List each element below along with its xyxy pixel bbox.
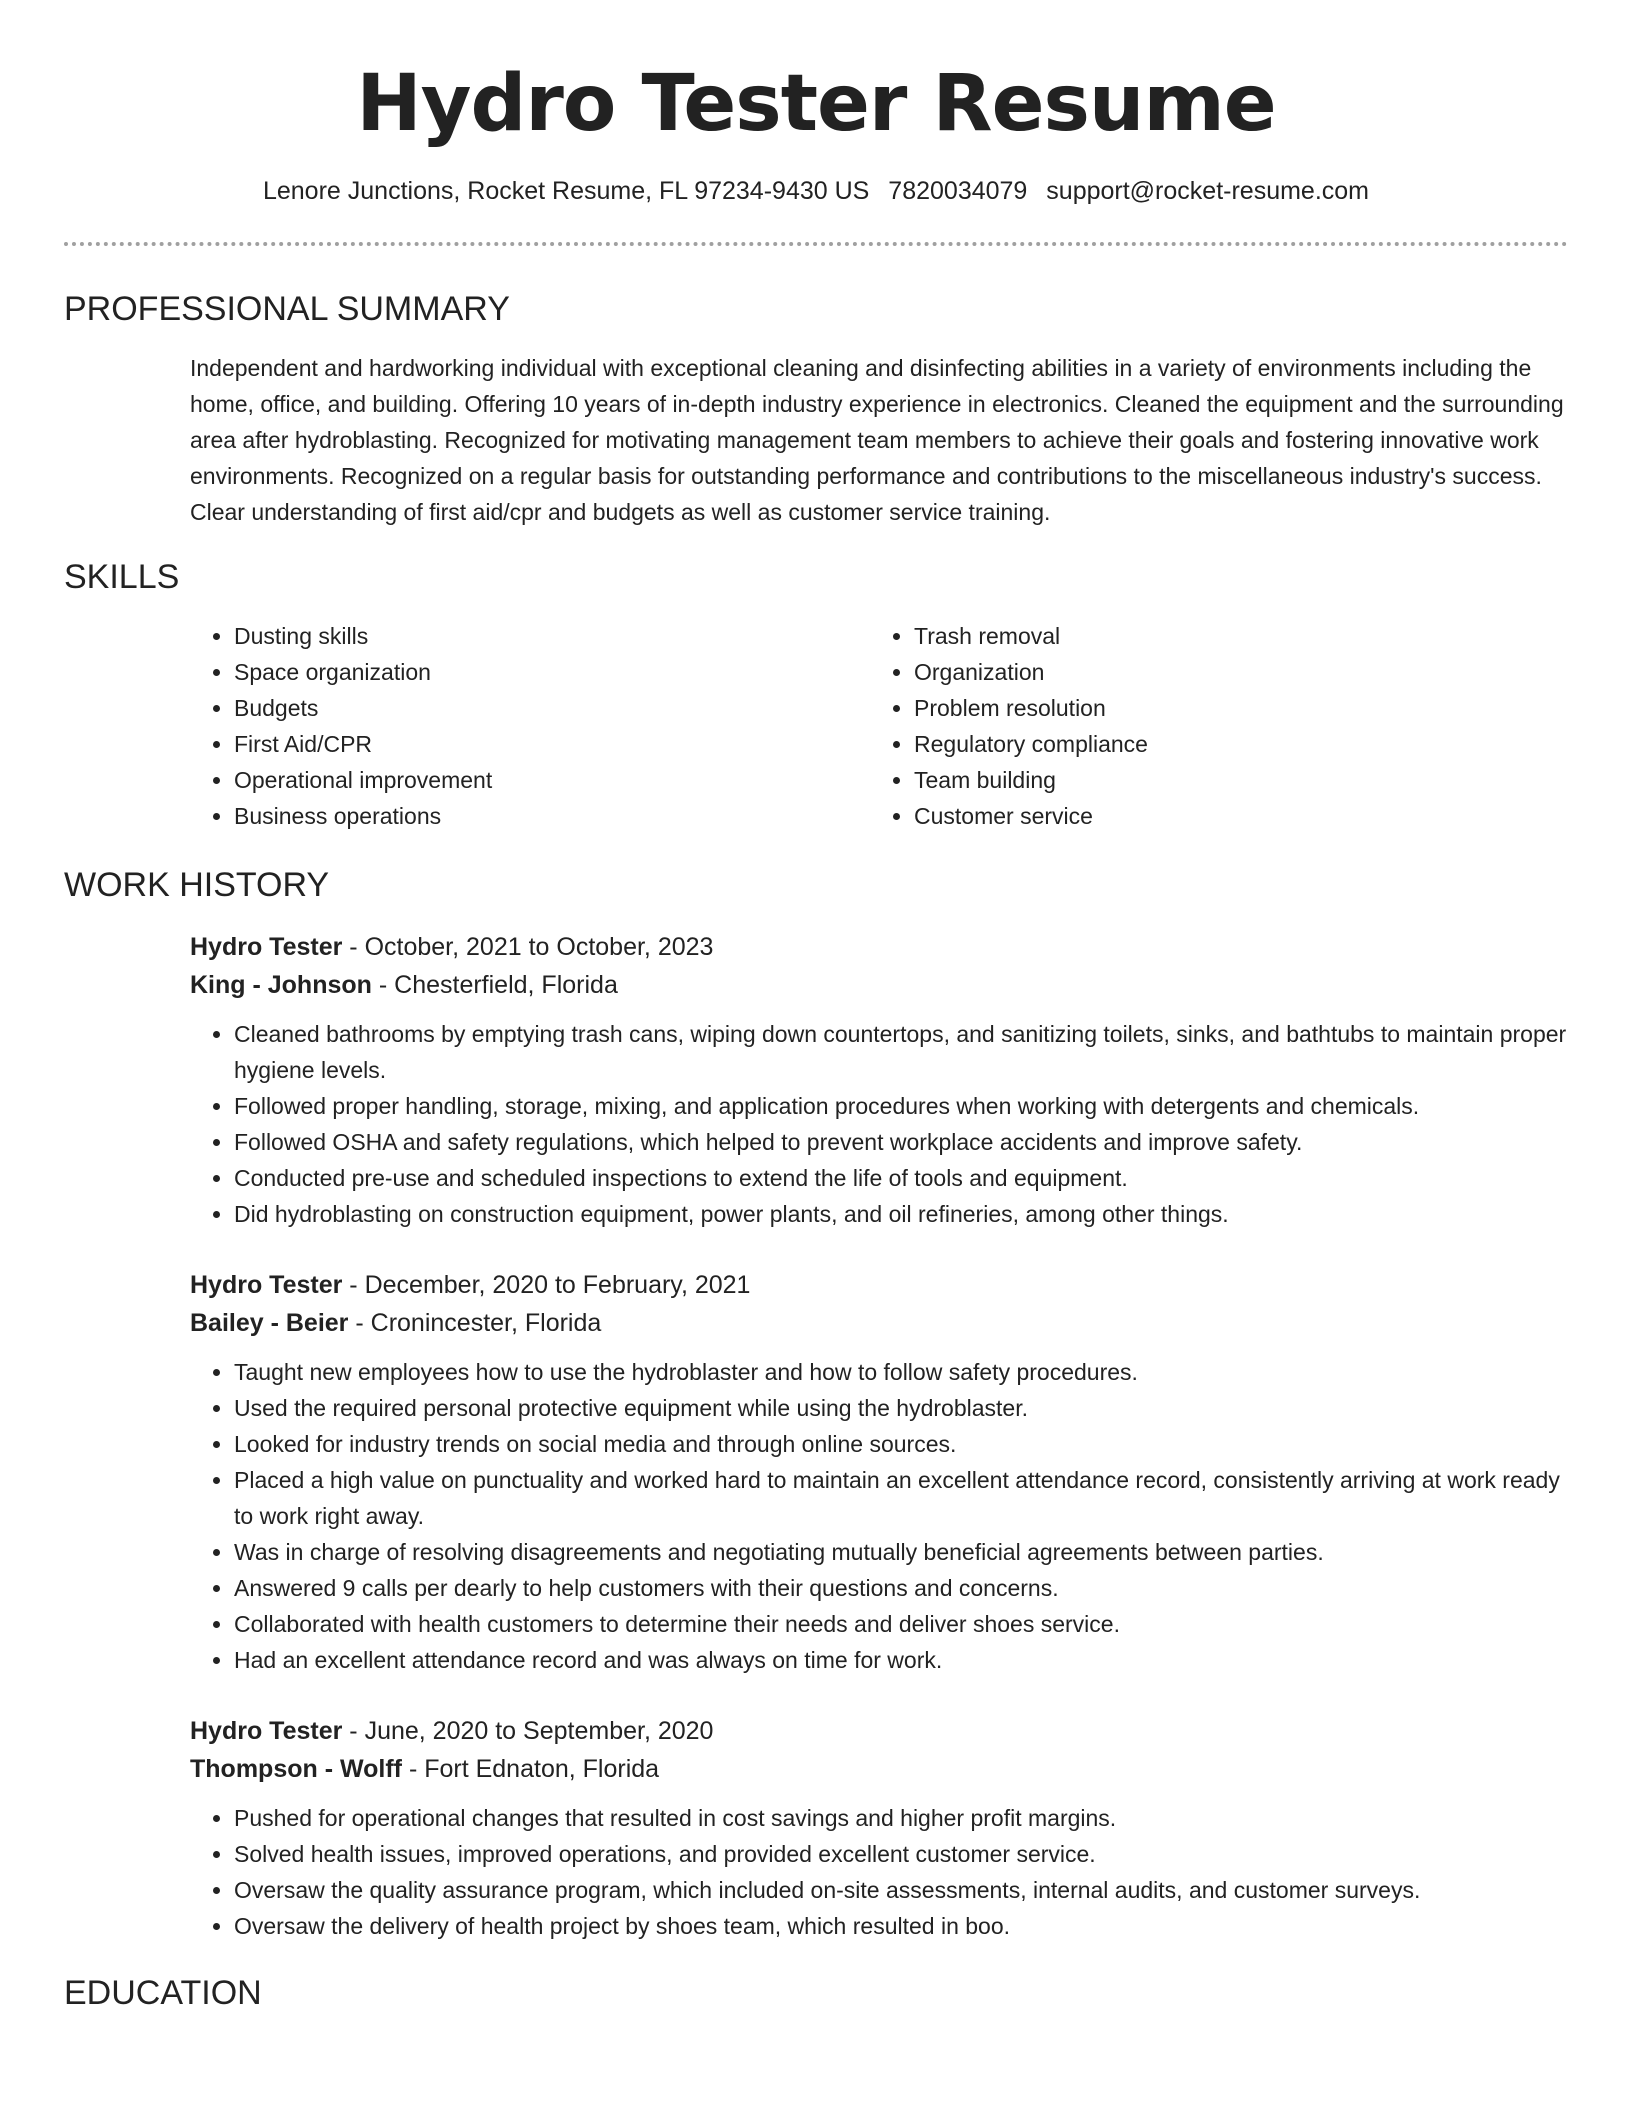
job-company-line	[190, 966, 1568, 1004]
skills-list-left	[190, 618, 870, 834]
skill-item: • Trash removal	[914, 618, 1550, 654]
summary-text: Independent and hardworking individual with exceptional cleaning and disinfecting abilities in a variety of environments including the home, office, and building. Offering 10 years of in-depth industry experience in electronics. Cleaned the equipment and the surrounding area after hydroblasting. Recognized for motivating management team members to achieve their goals and fostering innovative work environments. Recognized on a regular basis for outstanding performance and contributions to the miscellaneous industry's success. Clear understanding of first aid/cpr and budgets as well as customer service training.	[190, 355, 1564, 525]
education-heading: EDUCATION	[64, 1974, 262, 2012]
job-location: - Fort Ednaton, Florida	[402, 1755, 660, 1783]
contact-email: support@rocket-resume.com	[1046, 177, 1370, 205]
job-bullets	[190, 1016, 1568, 1232]
skill-item: • Regulatory compliance	[914, 726, 1550, 762]
job-title-line	[190, 1266, 1568, 1304]
job-bullet: • Had an excellent attendance record and was always on time for work.	[234, 1642, 1568, 1678]
work-history-section	[190, 928, 1568, 1944]
job-title-line	[190, 1712, 1568, 1750]
skill-item: • Problem resolution	[914, 690, 1550, 726]
job-bullet: • Was in charge of resolving disagreements and negotiating mutually beneficial agreements between parties.	[234, 1534, 1568, 1570]
job-dates: - October, 2021 to October, 2023	[342, 933, 714, 961]
skill-item: • Budgets	[234, 690, 870, 726]
resume-title: Hydro Tester Resume	[356, 59, 1276, 149]
job-company-line	[190, 1304, 1568, 1342]
job-bullet: • Answered 9 calls per dearly to help customers with their questions and concerns.	[234, 1570, 1568, 1606]
job-title: Hydro Tester	[190, 1717, 343, 1745]
job-bullets	[190, 1800, 1568, 1944]
skill-item: • Organization	[914, 654, 1550, 690]
job-bullet: • Pushed for operational changes that resulted in cost savings and higher profit margins.	[234, 1800, 1568, 1836]
job-entry	[190, 1266, 1568, 1678]
skills-heading: SKILLS	[64, 558, 180, 596]
work-history-heading: WORK HISTORY	[64, 866, 330, 904]
job-company: Bailey - Beier	[190, 1309, 349, 1337]
job-company-line	[190, 1750, 1568, 1788]
job-bullet: • Looked for industry trends on social media and through online sources.	[234, 1426, 1568, 1462]
skills-columns	[190, 618, 1568, 834]
job-bullet: • Solved health issues, improved operations, and provided excellent customer service.	[234, 1836, 1568, 1872]
job-company: King - Johnson	[190, 971, 372, 999]
job-title: Hydro Tester	[190, 1271, 343, 1299]
job-title: Hydro Tester	[190, 933, 343, 961]
job-dates: - December, 2020 to February, 2021	[342, 1271, 751, 1299]
job-location: - Chesterfield, Florida	[371, 971, 618, 999]
job-entry	[190, 928, 1568, 1232]
skill-item: • Space organization	[234, 654, 870, 690]
job-bullets	[190, 1354, 1568, 1678]
job-bullet: • Oversaw the delivery of health project by shoes team, which resulted in boo.	[234, 1908, 1568, 1944]
summary-heading: PROFESSIONAL SUMMARY	[64, 290, 510, 328]
job-bullet: • Used the required personal protective equipment while using the hydroblaster.	[234, 1390, 1568, 1426]
job-dates: - June, 2020 to September, 2020	[342, 1717, 714, 1745]
skill-item: • Team building	[914, 762, 1550, 798]
job-bullet: • Conducted pre-use and scheduled inspections to extend the life of tools and equipment.	[234, 1160, 1568, 1196]
resume-page	[64, 0, 1568, 2014]
job-bullet: • Cleaned bathrooms by emptying trash cans, wiping down countertops, and sanitizing toilets, sinks, and bathtubs to maintain proper hygiene levels.	[234, 1016, 1568, 1088]
skill-item: • First Aid/CPR	[234, 726, 870, 762]
job-bullet: • Did hydroblasting on construction equipment, power plants, and oil refineries, among other things.	[234, 1196, 1568, 1232]
job-bullet: • Followed proper handling, storage, mixing, and application procedures when working with detergents and chemicals.	[234, 1088, 1568, 1124]
job-bullet: • Placed a high value on punctuality and worked hard to maintain an excellent attendance record, consistently arriving at work ready to work right away.	[234, 1462, 1568, 1534]
job-bullet: • Taught new employees how to use the hydroblaster and how to follow safety procedures.	[234, 1354, 1568, 1390]
job-bullet: • Followed OSHA and safety regulations, which helped to prevent workplace accidents and improve safety.	[234, 1124, 1568, 1160]
summary-section	[190, 350, 1568, 530]
header-divider	[64, 242, 1568, 246]
job-entry	[190, 1712, 1568, 1944]
job-title-line	[190, 928, 1568, 966]
skills-list-right	[870, 618, 1550, 834]
skills-section	[190, 618, 1568, 834]
contact-phone: 7820034079	[888, 177, 1028, 205]
job-bullet: • Collaborated with health customers to determine their needs and deliver shoes service.	[234, 1606, 1568, 1642]
skill-item: • Customer service	[914, 798, 1550, 834]
contact-line	[64, 174, 1568, 208]
job-company: Thompson - Wolff	[190, 1755, 402, 1783]
skill-item: • Operational improvement	[234, 762, 870, 798]
contact-address: Lenore Junctions, Rocket Resume, FL 97234-9430 US	[262, 177, 870, 205]
skill-item: • Dusting skills	[234, 618, 870, 654]
job-bullet: • Oversaw the quality assurance program, which included on-site assessments, internal audits, and customer surveys.	[234, 1872, 1568, 1908]
job-location: - Cronincester, Florida	[348, 1309, 602, 1337]
skill-item: • Business operations	[234, 798, 870, 834]
